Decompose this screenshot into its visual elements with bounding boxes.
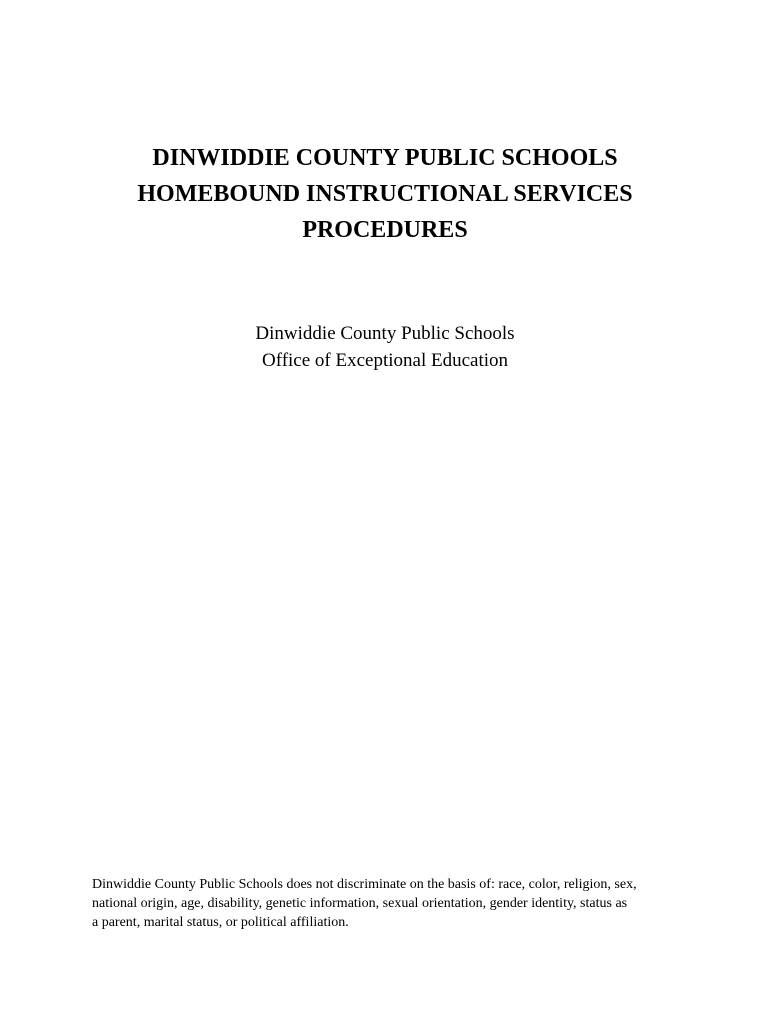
- title-line-program: HOMEBOUND INSTRUCTIONAL SERVICES: [137, 181, 633, 207]
- document-title: [0, 140, 770, 248]
- subtitle-line-district: Dinwiddie County Public Schools: [255, 323, 515, 344]
- nondiscrimination-notice: [92, 875, 692, 932]
- notice-line-3: a parent, marital status, or political affiliation.: [92, 915, 349, 930]
- notice-line-2: national origin, age, disability, genetic information, sexual orientation, gender identity, status as: [92, 896, 628, 911]
- subtitle-line-office: Office of Exceptional Education: [261, 350, 509, 371]
- title-line-district: DINWIDDIE COUNTY PUBLIC SCHOOLS: [152, 145, 618, 171]
- notice-line-1: Dinwiddie County Public Schools does not discriminate on the basis of: race, color, religion, sex,: [92, 877, 637, 892]
- document-subtitle: [0, 320, 770, 374]
- title-line-procedures: PROCEDURES: [302, 217, 468, 243]
